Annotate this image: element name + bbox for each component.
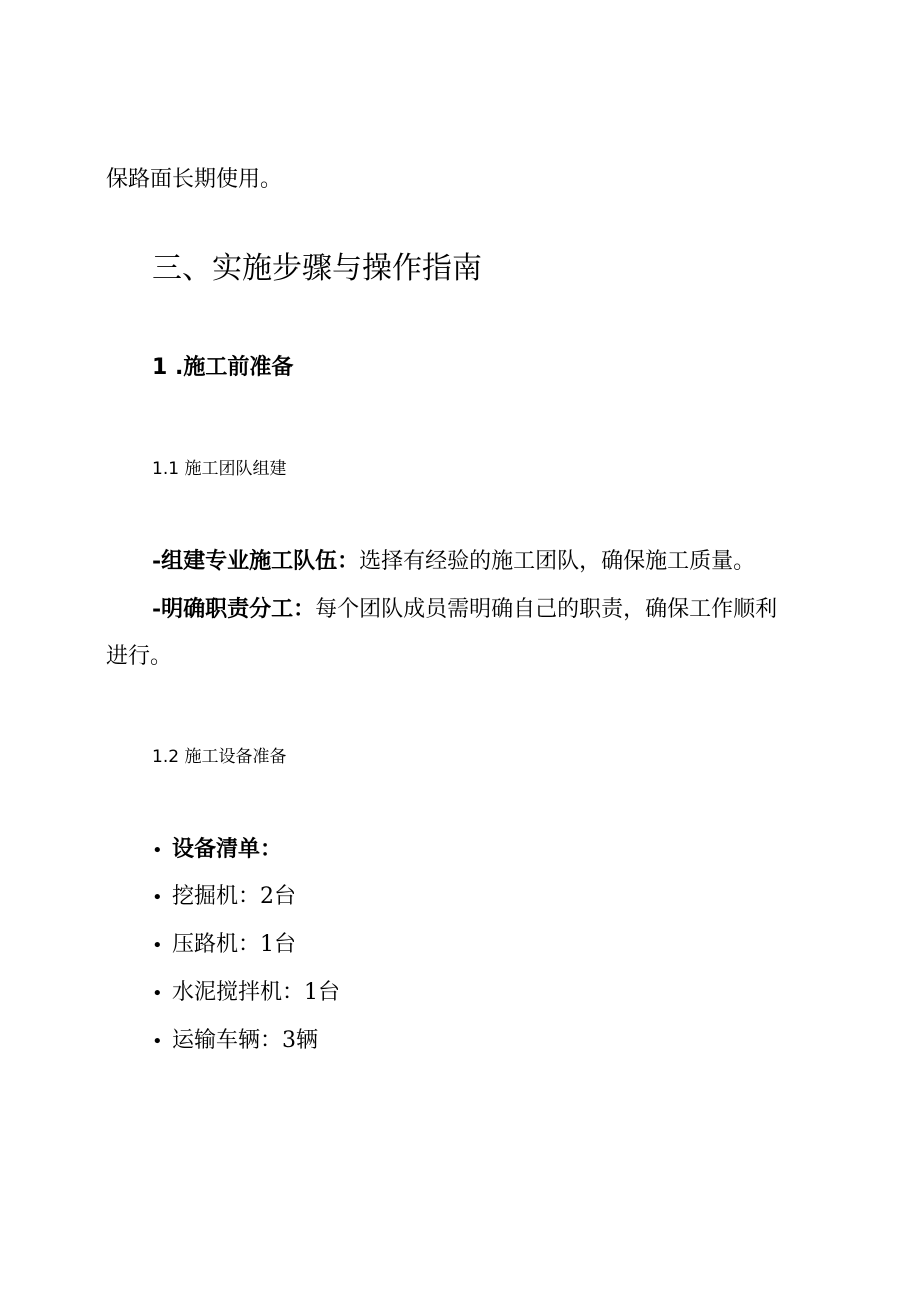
paragraph-duty — [152, 598, 777, 621]
list-item-text: 水泥搅拌机：1台 — [172, 980, 340, 1005]
list-item-text: 挖掘机：2台 — [172, 884, 296, 909]
subsection-heading: 1 .施工前准备 — [152, 355, 294, 380]
paragraph-label: -明确职责分工： — [152, 596, 316, 622]
paragraph-team-build — [152, 550, 755, 573]
list-item — [152, 982, 340, 1004]
list-item — [152, 886, 296, 908]
section-heading: 三、实施步骤与操作指南 — [152, 251, 482, 286]
list-item — [152, 1030, 318, 1052]
subsubsection-heading-1-2: 1.2 施工设备准备 — [152, 747, 287, 767]
bullet-icon: • — [152, 887, 163, 908]
list-item — [152, 934, 296, 956]
bullet-icon: • — [152, 840, 163, 861]
bullet-icon: • — [152, 1031, 163, 1052]
bullet-icon: • — [152, 983, 163, 1004]
list-item-text: 运输车辆：3辆 — [172, 1028, 318, 1053]
subsubsection-heading-1-1: 1.1 施工团队组建 — [152, 459, 287, 479]
bullet-icon: • — [152, 935, 163, 956]
paragraph-text: 选择有经验的施工团队，确保施工质量。 — [359, 549, 756, 574]
paragraph-text: 每个团队成员需明确自己的职责，确保工作顺利 — [315, 597, 778, 622]
continuation-text: 保路面长期使用。 — [106, 167, 283, 192]
equipment-list-title — [152, 838, 282, 861]
paragraph-label: -组建专业施工队伍： — [152, 548, 360, 574]
list-title-text: 设备清单： — [172, 836, 283, 862]
paragraph-duty-continuation: 进行。 — [106, 644, 173, 669]
list-item-text: 压路机：1台 — [172, 932, 296, 957]
